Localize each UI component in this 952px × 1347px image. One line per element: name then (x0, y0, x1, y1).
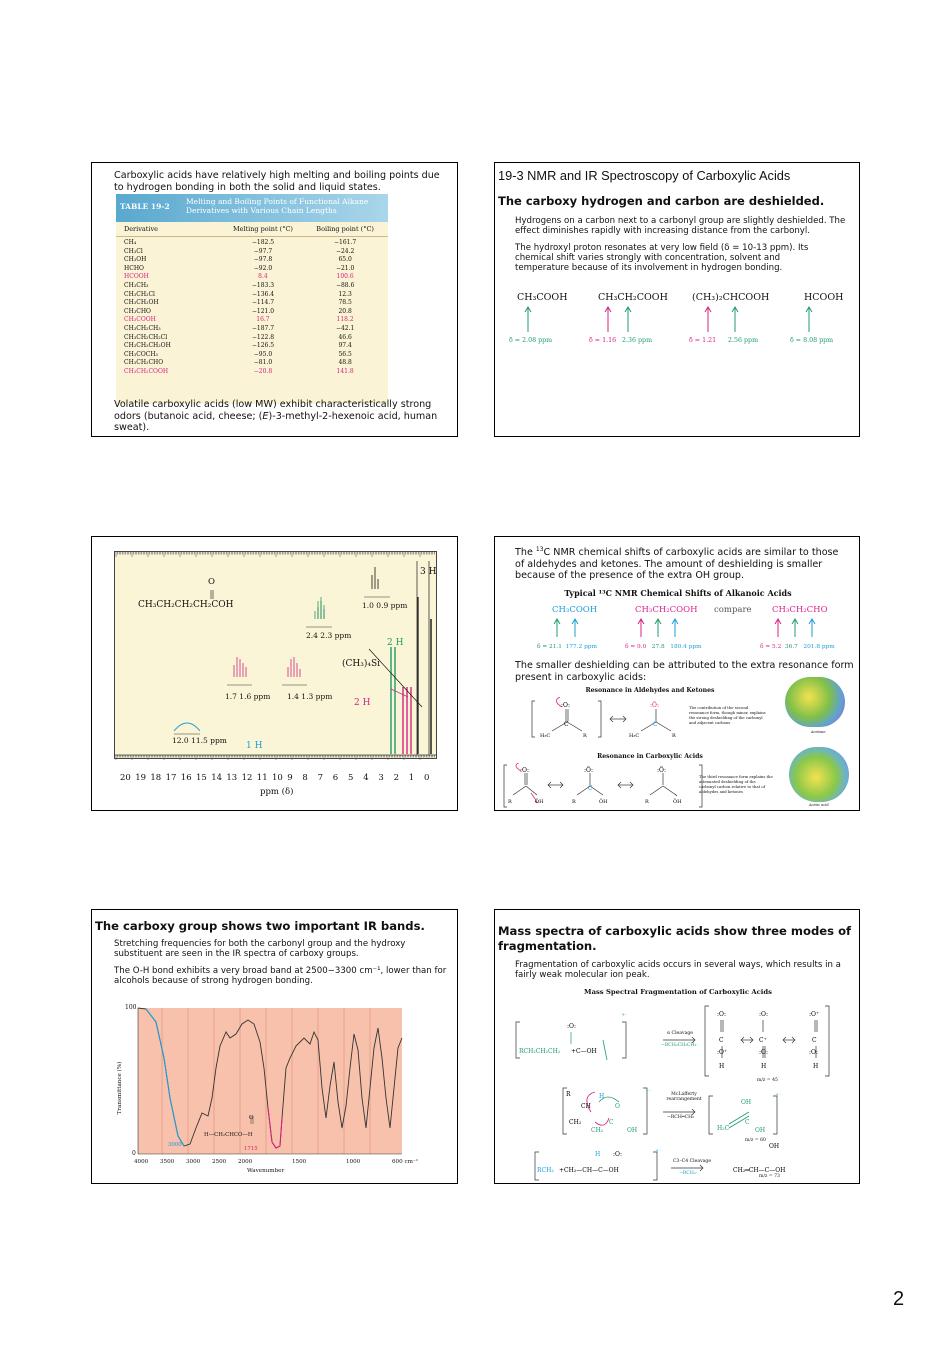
axis-tick-label: 4 (363, 773, 369, 783)
shift-177: 177.2 ppm (565, 644, 597, 650)
mclafferty-loss: −RCH═CH₂ (667, 1115, 694, 1120)
table-header-band (116, 194, 388, 222)
slide-h-nmr-spectrum (91, 536, 458, 811)
table-badge: TABLE 19-2 (120, 202, 170, 211)
carbonyl-o: O (208, 577, 215, 587)
svg-text:H: H (719, 1063, 725, 1070)
axis-tick-label: 11 (256, 773, 268, 783)
band-1715: 1715 (244, 1146, 258, 1152)
p1-part-a: The (515, 547, 536, 559)
derivative-cell: CH₃CHO (124, 307, 151, 315)
svg-text:R: R (572, 799, 576, 805)
svg-text:CH₂: CH₂ (569, 1119, 582, 1126)
svg-text:H₂C: H₂C (717, 1125, 730, 1132)
svg-text:ÖH: ÖH (599, 799, 608, 805)
res1-structures (530, 697, 690, 742)
c3-loss: −RCH₂· (679, 1171, 698, 1176)
svg-text::O:: :O: (561, 702, 570, 709)
ir-spectrum-svg (92, 998, 458, 1184)
ppm-axis-ticks (114, 773, 444, 785)
boiling-cell: 56.5 (338, 350, 352, 358)
table-title: Melting and Boiling Points of Functional Alkane Derivatives with Various Chain Lengths (186, 197, 369, 215)
slide2-p1: Hydrogens on a carbon next to a carbonyl group are slightly deshielded. The effect diminishes rapidly with increasing distance from the carbonyl. (515, 216, 846, 237)
svg-text::O:: :O: (809, 1049, 818, 1056)
shift-27: 27.8 (651, 644, 665, 650)
c3-mz: m/z = 73 (759, 1174, 780, 1179)
outro-e: E (262, 410, 269, 422)
svg-text:+·: +· (621, 1012, 627, 1018)
table-row (116, 308, 388, 317)
table-row (116, 282, 388, 291)
axis-tick-label: 9 (287, 773, 293, 783)
formula-formic: HCOOH (804, 292, 844, 303)
c13-table-title: Typical ¹³C NMR Chemical Shifts of Alkanoic Acids (564, 588, 792, 598)
ms-table-title: Mass Spectral Fragmentation of Carboxylic Acids (584, 988, 772, 996)
boiling-cell: −21.0 (335, 264, 355, 272)
melting-cell: −183.3 (251, 281, 275, 289)
slide5-p1: Stretching frequencies for both the carbonyl group and the hydroxy substituent are seen in the IR spectra of carboxy groups. (114, 939, 406, 960)
res1-note: The contribution of the second resonance form, though minor, explains the strong deshielding of the carbonyl and adjacent carbons (689, 705, 766, 725)
ir-x-tick-label: 4000 (134, 1159, 149, 1165)
p1-part-b: C NMR chemical shifts of carboxylic acids are similar to those of aldehydes and ketones. The amount of deshielding is smaller because of the presence of the extra OH group. (515, 547, 839, 582)
table-row (116, 265, 388, 274)
slide-nmr-ir-intro (494, 162, 860, 437)
table-row (116, 359, 388, 368)
axis-tick-label: 0 (424, 773, 430, 783)
boiling-cell: 141.8 (336, 367, 354, 375)
svg-text:C: C (564, 721, 569, 728)
svg-text:R: R (566, 1091, 571, 1098)
shift-acetic: δ = 2.08 ppm (509, 337, 553, 344)
table-row (116, 316, 388, 325)
svg-text:+C—OH: +C—OH (571, 1048, 597, 1055)
y-axis-label: Transmittance (%) (117, 1061, 123, 1115)
svg-text:C: C (609, 1119, 614, 1126)
derivative-cell: CH₃CH₂CH₂OH (124, 342, 171, 350)
y-tick-100: 100 (125, 1004, 137, 1011)
shift-formic: δ = 8.08 ppm (790, 337, 834, 344)
derivative-cell: CH₃CH₂OH (124, 299, 159, 307)
label-12ppm: 12.0 11.5 ppm (172, 736, 227, 745)
svg-text:OH: OH (627, 1127, 638, 1134)
svg-text:H: H (761, 1063, 767, 1070)
svg-text:O: O (615, 1103, 620, 1110)
col-melting: Melting point (°C) (232, 225, 293, 233)
label-2h-pink: 2 H (354, 698, 371, 708)
slide6-heading: Mass spectra of carboxylic acids show three modes of fragmentation. (498, 924, 852, 953)
slide4-p2: The smaller deshielding can be attributed to the extra resonance form present in carboxylic acids: (515, 660, 854, 683)
outro-part2: )-3-methyl-2-hexenoic acid, human sweat). (114, 410, 438, 433)
axis-tick-label: 6 (332, 773, 339, 783)
boiling-cell: 118.2 (336, 316, 354, 324)
ir-o-label: O (249, 1115, 254, 1121)
slide1-outro (114, 399, 454, 434)
c13-formula-propanal: CH₃CH₂CHO (772, 605, 828, 615)
ir-x-tick-label: 2000 (238, 1159, 253, 1165)
boiling-cell: 12.3 (338, 290, 352, 298)
axis-tick-label: 16 (180, 773, 192, 783)
c13-compare: compare (714, 605, 752, 615)
boiling-cell: −42.1 (335, 324, 355, 332)
label-1-4ppm: 1.4 1.3 ppm (287, 692, 333, 701)
melting-cell: 16.7 (256, 316, 270, 324)
melting-cell: −97.8 (253, 256, 273, 264)
melting-cell: −114.7 (251, 299, 275, 307)
ir-x-tick-label: 2500 (212, 1159, 227, 1165)
res1-title: Resonance in Aldehydes and Ketones (585, 687, 715, 694)
svg-text::O⁺: :O⁺ (717, 1049, 728, 1056)
axis-tick-label: 12 (241, 773, 253, 783)
svg-text:+CH₂—CH—C—OH: +CH₂—CH—C—OH (559, 1167, 619, 1174)
c13-formula-propanoic: CH₃CH₂COOH (635, 605, 698, 615)
ir-x-tick-label: 3500 (160, 1159, 175, 1165)
axis-tick-label: 2 (393, 773, 400, 783)
table-row (116, 325, 388, 334)
derivative-cell: CH₃COCH₃ (124, 350, 158, 358)
svg-text:OH: OH (755, 1127, 766, 1134)
label-tms: (CH₃)₄Si (342, 659, 381, 669)
acetic-acid-potential-map (789, 747, 849, 802)
svg-text:R: R (645, 799, 649, 805)
table-row (116, 351, 388, 360)
band-3000: 3000 (168, 1142, 182, 1148)
svg-text:ÖH: ÖH (673, 799, 682, 805)
slide6-p1: Fragmentation of carboxylic acids occurs in several ways, which results in a fairly weak molecular ion peak. (515, 960, 841, 981)
boiling-cell: 20.8 (338, 307, 352, 315)
axis-tick-label: 7 (317, 773, 324, 783)
pentanoic-main: CH₃CH₂CH₂CH₂COH (138, 600, 234, 610)
table-row (116, 273, 388, 282)
axis-tick-label: 5 (348, 773, 354, 783)
axis-tick-label: 8 (302, 773, 308, 783)
alpha-label: α Cleavage (667, 1031, 693, 1036)
ppm-axis-label: ppm (δ) (260, 787, 294, 797)
c13-shift-3 (760, 644, 835, 650)
boiling-cell: 100.6 (336, 273, 354, 281)
label-1h: 1 H (246, 741, 263, 751)
table-row (116, 334, 388, 343)
derivative-cell: CH₃CH₂CH₃ (124, 324, 161, 332)
slide2-p2: The hydroxyl proton resonates at very low field (δ = 10-13 ppm). Its chemical shift varies strongly with concentration, solvent and temperature because of its involvement in hydrogen bonding. (515, 243, 809, 274)
slide2-heading: The carboxy hydrogen and carbon are deshielded. (498, 194, 825, 208)
axis-tick-label: 15 (196, 773, 207, 783)
shift-36: 36.7 (784, 644, 798, 650)
label-3h: 3 H (420, 567, 437, 577)
derivative-cell: CH₃CH₃ (124, 281, 149, 289)
melting-cell: −121.0 (251, 307, 275, 315)
slide2-title: 19-3 NMR and IR Spectroscopy of Carboxylic Acids (498, 168, 791, 183)
table-body (116, 237, 388, 377)
slide4-p1 (515, 544, 845, 582)
slide-ir-bands (91, 909, 458, 1184)
svg-text::O⁺: :O⁺ (809, 1011, 820, 1018)
svg-text::O:: :O: (520, 767, 529, 774)
label-1-7ppm: 1.7 1.6 ppm (225, 692, 271, 701)
axis-tick-label: 18 (150, 773, 162, 783)
table-row (116, 248, 388, 257)
shift-21: δ = 21.1 (537, 644, 562, 650)
slide-melting-boiling-points (91, 162, 458, 437)
nmr-spectrum-svg (92, 537, 458, 811)
svg-text:H: H (813, 1063, 819, 1070)
ir-x-ticks (122, 1159, 422, 1167)
derivative-cell: CH₃CH₂Cl (124, 290, 155, 298)
axis-tick-label: 1 (408, 773, 415, 783)
ir-x-tick-label: 3000 (186, 1159, 201, 1165)
svg-text:H: H (595, 1151, 601, 1158)
res2-structures (503, 763, 703, 809)
boiling-cell: 48.8 (338, 359, 352, 367)
boiling-cell: 46.6 (338, 333, 352, 341)
shift-180: 180.4 ppm (670, 644, 702, 650)
melting-cell: −20.8 (253, 367, 273, 375)
svg-text:CH: CH (581, 1103, 591, 1110)
svg-text:H: H (599, 1093, 605, 1100)
svg-text:OH: OH (769, 1143, 780, 1150)
svg-text:RCH₂: RCH₂ (537, 1167, 554, 1174)
ir-structure: H—CH₂CHCO—H (204, 1132, 253, 1138)
svg-text::O:: :O: (759, 1049, 768, 1056)
mclafferty-mz: m/z = 60 (745, 1138, 766, 1143)
alpha-mz: m/z = 45 (757, 1078, 778, 1083)
formula-isobutyric: (CH₃)₂CHCOOH (692, 292, 770, 303)
table-column-headers (116, 222, 388, 237)
melting-cell: 8.4 (258, 273, 268, 281)
svg-text::O:: :O: (567, 1023, 576, 1030)
c13-shift-1 (537, 644, 597, 650)
res2-note: The third resonance form explains the attenuated deshielding of the carbonyl carbon relative to that of aldehydes and ketones (699, 774, 773, 794)
slide5-p2: The O-H bond exhibits a very broad band at 2500−3300 cm⁻¹, lower than for alcohols because of strong hydrogen bonding. (114, 966, 447, 987)
slide-mass-spec (494, 909, 860, 1184)
slide1-intro: Carboxylic acids have relatively high melting and boiling points due to hydrogen bonding in both the solid and liquid states. (114, 170, 440, 193)
svg-text:RCH₂CH₂CH₂: RCH₂CH₂CH₂ (519, 1048, 561, 1055)
svg-text::O:: :O: (613, 1151, 622, 1158)
table-row (116, 256, 388, 265)
derivative-cell: CH₃CH₂CHO (124, 359, 164, 367)
page-number: 2 (893, 1288, 905, 1310)
p1-sup: 13 (535, 546, 544, 553)
svg-text:+·: +· (775, 1092, 781, 1098)
boiling-cell: 65.0 (338, 256, 352, 264)
slide5-heading: The carboxy group shows two important IR bands. (95, 919, 425, 933)
mclafferty-label: McLafferty rearrangement (666, 1092, 702, 1103)
axis-tick-label: 20 (120, 773, 131, 783)
svg-text:R: R (508, 799, 512, 805)
col-boiling: Boiling point (°C) (316, 225, 374, 233)
axis-tick-label: 13 (226, 773, 238, 783)
svg-text::O:: :O: (759, 1011, 768, 1018)
svg-text:C⁺: C⁺ (759, 1037, 767, 1044)
ir-x-tick-label: 600 cm⁻¹ (392, 1159, 419, 1165)
shift-9: δ = 9.0 (625, 644, 647, 650)
y-tick-0: 0 (132, 1150, 136, 1157)
svg-text::O:: :O: (717, 1011, 726, 1018)
svg-text:OH: OH (741, 1099, 752, 1106)
melting-cell: −136.4 (251, 290, 275, 298)
boiling-cell: −88.6 (335, 281, 355, 289)
ir-x-tick-label: 1000 (346, 1159, 361, 1165)
melting-cell: −97.7 (253, 247, 273, 255)
boiling-cell: −161.7 (334, 239, 357, 246)
melting-cell: −126.5 (251, 342, 275, 350)
svg-text:+·: +· (655, 1148, 661, 1154)
derivative-cell: CH₃Cl (124, 247, 143, 255)
svg-text:CH₂═CH—C—OH: CH₂═CH—C—OH (733, 1167, 786, 1174)
svg-text::Ö:: :Ö: (657, 767, 666, 774)
melting-cell: −95.0 (253, 350, 273, 358)
label-2h-green: 2 H (387, 638, 404, 648)
slide-c13-nmr (494, 536, 860, 811)
svg-text:C: C (653, 721, 658, 728)
svg-text:R: R (583, 733, 587, 739)
shift-5: δ = 5.2 (760, 644, 782, 650)
ir-x-tick-label: 1500 (292, 1159, 307, 1165)
acetone-label: Acetone (811, 730, 826, 734)
melting-cell: −122.8 (251, 333, 275, 341)
table-row (116, 342, 388, 351)
boiling-cell: 97.4 (338, 342, 352, 350)
melting-boiling-table (116, 194, 388, 404)
table-row (116, 239, 388, 248)
table-row (116, 299, 388, 308)
axis-tick-label: 3 (378, 773, 384, 783)
svg-text:R: R (672, 733, 676, 739)
derivative-cell: CH₃OH (124, 256, 147, 264)
boiling-cell: −24.2 (335, 247, 355, 255)
pentanoic-formula (138, 600, 233, 610)
shift-arrows (495, 304, 860, 336)
svg-text::Ö:: :Ö: (650, 702, 659, 709)
col-derivative: Derivative (124, 225, 159, 233)
melting-cell: −92.0 (253, 264, 273, 272)
alpha-loss: −RCH₂CH₂CH₂· (661, 1043, 698, 1048)
formula-propanoic: CH₃CH₂COOH (598, 292, 668, 303)
axis-tick-label: 19 (135, 773, 147, 783)
label-1-0ppm: 1.0 0.9 ppm (362, 601, 408, 610)
acetone-potential-map (785, 677, 845, 727)
shift-isobutyric-ch3: δ = 1.21 (689, 337, 717, 344)
svg-text:C: C (745, 1119, 750, 1126)
outro-part1: Volatile carboxylic acids (low MW) exhibit characteristically strong odors (butanoic acid, cheese; ( (114, 399, 432, 422)
axis-tick-label: 14 (211, 773, 223, 783)
formula-acetic: CH₃COOH (517, 292, 568, 303)
svg-text:CH₂: CH₂ (591, 1127, 604, 1134)
derivative-cell: CH₄ (124, 239, 137, 246)
svg-text:C: C (812, 1037, 817, 1044)
axis-tick-label: 17 (165, 773, 177, 783)
x-axis-label: Wavenumber (247, 1168, 285, 1174)
melting-cell: −182.5 (251, 239, 275, 246)
res2-title: Resonance in Carboxylic Acids (597, 753, 703, 760)
melting-cell: −81.0 (253, 359, 273, 367)
c13-arrows (495, 617, 860, 641)
shift-201: 201.8 ppm (803, 644, 835, 650)
svg-text::Ö:: :Ö: (584, 767, 593, 774)
shift-propanoic-ch3: δ = 1.16 (589, 337, 617, 344)
table-row (116, 368, 388, 377)
svg-text:H₃C: H₃C (629, 733, 640, 739)
label-2-4ppm: 2.4 2.3 ppm (306, 631, 352, 640)
svg-text:+·: +· (645, 1088, 651, 1094)
melting-cell: −187.7 (251, 324, 275, 332)
derivative-cell: HCHO (124, 264, 144, 272)
derivative-cell: HCOOH (124, 273, 149, 281)
shift-isobutyric-ch: 2.56 ppm (728, 337, 759, 344)
axis-tick-label: 10 (272, 773, 283, 783)
c13-formula-acetic: CH₃COOH (552, 605, 598, 615)
c13-shift-2 (625, 644, 702, 650)
svg-text:C: C (719, 1037, 724, 1044)
boiling-cell: 78.5 (338, 299, 352, 307)
svg-text:H₃C: H₃C (540, 733, 551, 739)
derivative-cell: CH₃CH₂CH₂Cl (124, 333, 168, 341)
c3-label: C3–C4 Cleavage (673, 1159, 712, 1164)
svg-text:C: C (588, 785, 593, 792)
shift-propanoic-ch2: 2.36 ppm (622, 337, 653, 344)
acetic-acid-label: Acetic acid (809, 803, 829, 807)
svg-text:ÖH: ÖH (535, 799, 544, 805)
derivative-cell: CH₃COOH (124, 316, 156, 324)
derivative-cell: CH₃CH₂COOH (124, 367, 169, 375)
table-row (116, 291, 388, 300)
